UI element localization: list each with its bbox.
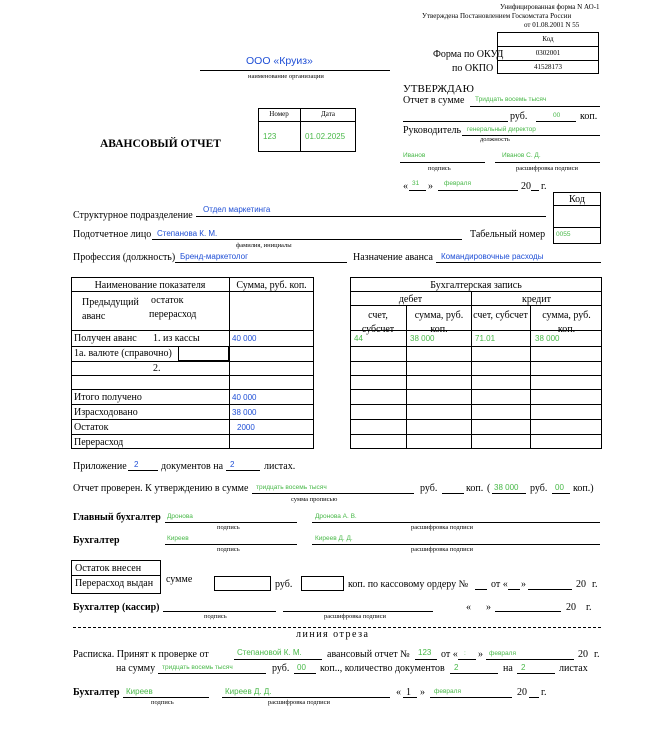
receipt-close: » [478, 649, 483, 660]
attach-label: Приложение [73, 461, 127, 472]
receipt-year: 20 [578, 649, 588, 660]
receipt-sheets-label: листах [559, 663, 588, 674]
approve-sum-words: Тридцать восемь тысяч [475, 96, 547, 103]
footer-sign-caption: подпись [151, 699, 174, 706]
spent-value: 38 000 [232, 408, 257, 417]
col-indicator: Наименование показателя [94, 280, 206, 291]
approve-decode-caption: расшифровка подписи [516, 165, 579, 172]
credit-sum-header: сумма, руб. коп. [542, 310, 591, 335]
credit-sum: 38 000 [535, 334, 560, 343]
approve-day-open: « [403, 181, 408, 192]
over-out: Перерасход выдан [75, 578, 154, 589]
cashier-decode-caption: расшифровка подписи [324, 613, 387, 620]
receipt-kop-docs: коп.., количество документов [320, 663, 445, 674]
chief-sign-caption: подпись [217, 524, 240, 531]
form-unified: Унифицированная форма N АО-1 [500, 3, 600, 11]
total-received-value: 40 000 [232, 393, 257, 402]
dept-label: Структурное подразделение [73, 210, 193, 221]
spent-label: Израсходовано [74, 407, 138, 418]
acc-sign-caption: подпись [217, 546, 240, 553]
footer-month: февраля [434, 688, 461, 695]
footer-sign: Киреев [126, 687, 153, 696]
prev-overspend: перерасход [149, 309, 197, 320]
currency-cell [178, 346, 229, 361]
received-value: 40 000 [232, 334, 257, 343]
okpo-value: 41528173 [534, 63, 562, 71]
col-sum: Сумма, руб. коп. [236, 280, 307, 291]
acc-label: Бухгалтер [73, 535, 120, 546]
prev-balance: остаток [151, 295, 184, 306]
okpo-label: по ОКПО [452, 63, 494, 74]
checked-caption: сумма прописью [291, 496, 338, 503]
rest-label: Остаток [74, 422, 109, 433]
receipt-sheets: 2 [521, 663, 526, 672]
receipt-kop: 00 [297, 663, 306, 672]
cash-ot: от « [491, 579, 508, 590]
from-cash: 1. из кассы [153, 333, 200, 344]
received-label: Получен аванс [74, 333, 137, 344]
okud-value: 0302001 [535, 49, 561, 57]
org-caption: наименование организации [248, 73, 324, 80]
purpose-label: Назначение аванса [353, 252, 433, 263]
acc-decode-caption: расшифровка подписи [411, 546, 474, 553]
currency-label: 1а. валюте (справочно) [74, 348, 172, 359]
chief-decode-caption: расшифровка подписи [411, 524, 474, 531]
checked-open: ( [487, 483, 491, 494]
footer-day: 1 [406, 687, 411, 698]
position-caption: должность [480, 136, 510, 143]
footer-g: г. [541, 687, 547, 698]
report-title: АВАНСОВЫЙ ОТЧЕТ [100, 138, 221, 150]
cut-label: линия отреза [296, 629, 370, 640]
checked-rub2: руб. [530, 483, 548, 494]
debit-sum: 38 000 [410, 334, 435, 343]
checked-kop2: 00 [555, 483, 564, 492]
acc-sign: Киреев [167, 535, 189, 542]
approve-sign-caption: подпись [428, 165, 451, 172]
prof-label: Профессия (должность) [73, 252, 176, 263]
credit-account-header: счет, субсчет [473, 310, 528, 321]
receipt-report-no: авансовый отчет № [327, 649, 410, 660]
purpose-value: Командировочные расходы [441, 252, 544, 261]
approve-title: УТВЕРЖДАЮ [403, 83, 474, 95]
receipt-sum-words: тридцать восемь тысяч [162, 664, 233, 671]
cash-g: г. [592, 579, 598, 590]
cashier-year: 20 [566, 602, 576, 613]
doc-num-header: Номер [269, 110, 289, 118]
receipt-no: 123 [418, 648, 432, 657]
info-code-header: Код [569, 194, 585, 205]
receipt-ot: от « [441, 649, 458, 660]
approve-year: 20 [521, 181, 531, 192]
approve-rub: руб. [510, 111, 528, 122]
attach-count: 2 [134, 460, 139, 469]
receipt-rub: руб. [272, 663, 290, 674]
cashier-open: « [466, 602, 471, 613]
row-two: 2. [153, 363, 161, 374]
approve-day-close: » [428, 181, 433, 192]
cash-kop-order: коп. по кассовому ордеру № [348, 579, 469, 590]
footer-label: Бухгалтер [73, 687, 120, 698]
acc-header: Бухгалтерская запись [430, 280, 522, 291]
tab-value: 0055 [556, 231, 571, 238]
approve-sum-label: Отчет в сумме [403, 95, 465, 106]
approve-year-suffix: г. [541, 181, 547, 192]
cashier-sign-caption: подпись [204, 613, 227, 620]
cashier-close: » [486, 602, 491, 613]
receipt-docs: 2 [454, 663, 459, 672]
total-received: Итого получено [74, 392, 142, 403]
checked-num: 38 000 [494, 483, 519, 492]
approve-kop: 00 [553, 112, 561, 119]
doc-number: 123 [263, 132, 277, 141]
doc-date-header: Дата [321, 110, 335, 118]
form-approved: Утверждена Постановлением Госкомстата России [422, 12, 572, 20]
checked-kop2-label: коп.) [573, 483, 594, 494]
chief-label: Главный бухгалтер [73, 512, 161, 523]
footer-year: 20 [517, 687, 527, 698]
attach-sheets-label: листах. [264, 461, 296, 472]
rest-in: Остаток внесен [75, 563, 142, 574]
cash-sum-label: сумме [166, 574, 193, 585]
receipt-month: февраля [489, 650, 516, 657]
checked-rub: руб. [420, 483, 438, 494]
debit-account-header: счет, субсчет [361, 310, 395, 335]
approve-sign-name: Иванов С. Д. [502, 152, 541, 159]
head-label: Руководитель [403, 125, 462, 136]
prof-value: Бренд-маркетолог [180, 252, 249, 261]
head-position: генеральный директор [467, 126, 536, 133]
cash-kop-box [301, 576, 344, 591]
debit-sum-header: сумма, руб. коп. [414, 310, 464, 335]
acc-name: Киреев Д. Д. [315, 535, 353, 542]
cash-close: » [521, 579, 526, 590]
footer-close: » [420, 687, 425, 698]
footer-open: « [396, 687, 401, 698]
receipt-sum-label: на сумму [116, 663, 156, 674]
code-header: Код [542, 35, 554, 43]
person-value: Степанова К. М. [157, 229, 218, 238]
checked-label: Отчет проверен. К утверждению в сумме [73, 483, 249, 494]
okud-label: Форма по ОКУД [433, 49, 504, 60]
tab-label: Табельный номер [470, 229, 546, 240]
checked-words: тридцать восемь тысяч [256, 484, 327, 491]
person-caption: фамилия, инициалы [236, 242, 292, 249]
org-name: ООО «Круиз» [246, 55, 313, 67]
cashier-label: Бухгалтер (кассир) [73, 602, 160, 613]
receipt-g: г. [594, 649, 600, 660]
credit-header: кредит [522, 294, 551, 305]
cashier-g: г. [586, 602, 592, 613]
receipt-day: : [464, 650, 466, 657]
footer-decode-caption: расшифровка подписи [268, 699, 331, 706]
receipt-from: Степановой К. М. [237, 648, 302, 657]
approve-sign: Иванов [403, 152, 426, 159]
approve-day: 31 [412, 180, 420, 187]
approve-month: февраля [444, 180, 471, 187]
chief-name: Дронова А. В. [315, 513, 357, 520]
over-label: Перерасход [74, 437, 124, 448]
chief-sign: Дронова [167, 513, 193, 520]
rest-value: 2000 [237, 423, 255, 432]
approve-kop-label: коп. [580, 111, 598, 122]
attach-docs-on: документов на [161, 461, 224, 472]
footer-name: Киреев Д. Д. [225, 687, 272, 696]
attach-sheets: 2 [230, 460, 235, 469]
receipt-label: Расписка. Принят к проверке от [73, 649, 209, 660]
cash-rub-box [214, 576, 271, 591]
debit-header: дебет [398, 294, 423, 305]
debit-account: 44 [354, 334, 363, 343]
doc-date: 01.02.2025 [305, 132, 346, 141]
cash-rub: руб. [275, 579, 293, 590]
form-date-no: от 01.08.2001 N 55 [524, 21, 580, 29]
person-label: Подотчетное лицо [73, 229, 152, 240]
cut-line [73, 627, 601, 628]
dept-value: Отдел маркетинга [203, 205, 271, 214]
receipt-on: на [503, 663, 513, 674]
checked-kop: коп. [466, 483, 484, 494]
prev-advance: Предыдущий аванс [82, 297, 139, 322]
credit-account: 71.01 [475, 334, 496, 343]
cash-year: 20 [576, 579, 586, 590]
